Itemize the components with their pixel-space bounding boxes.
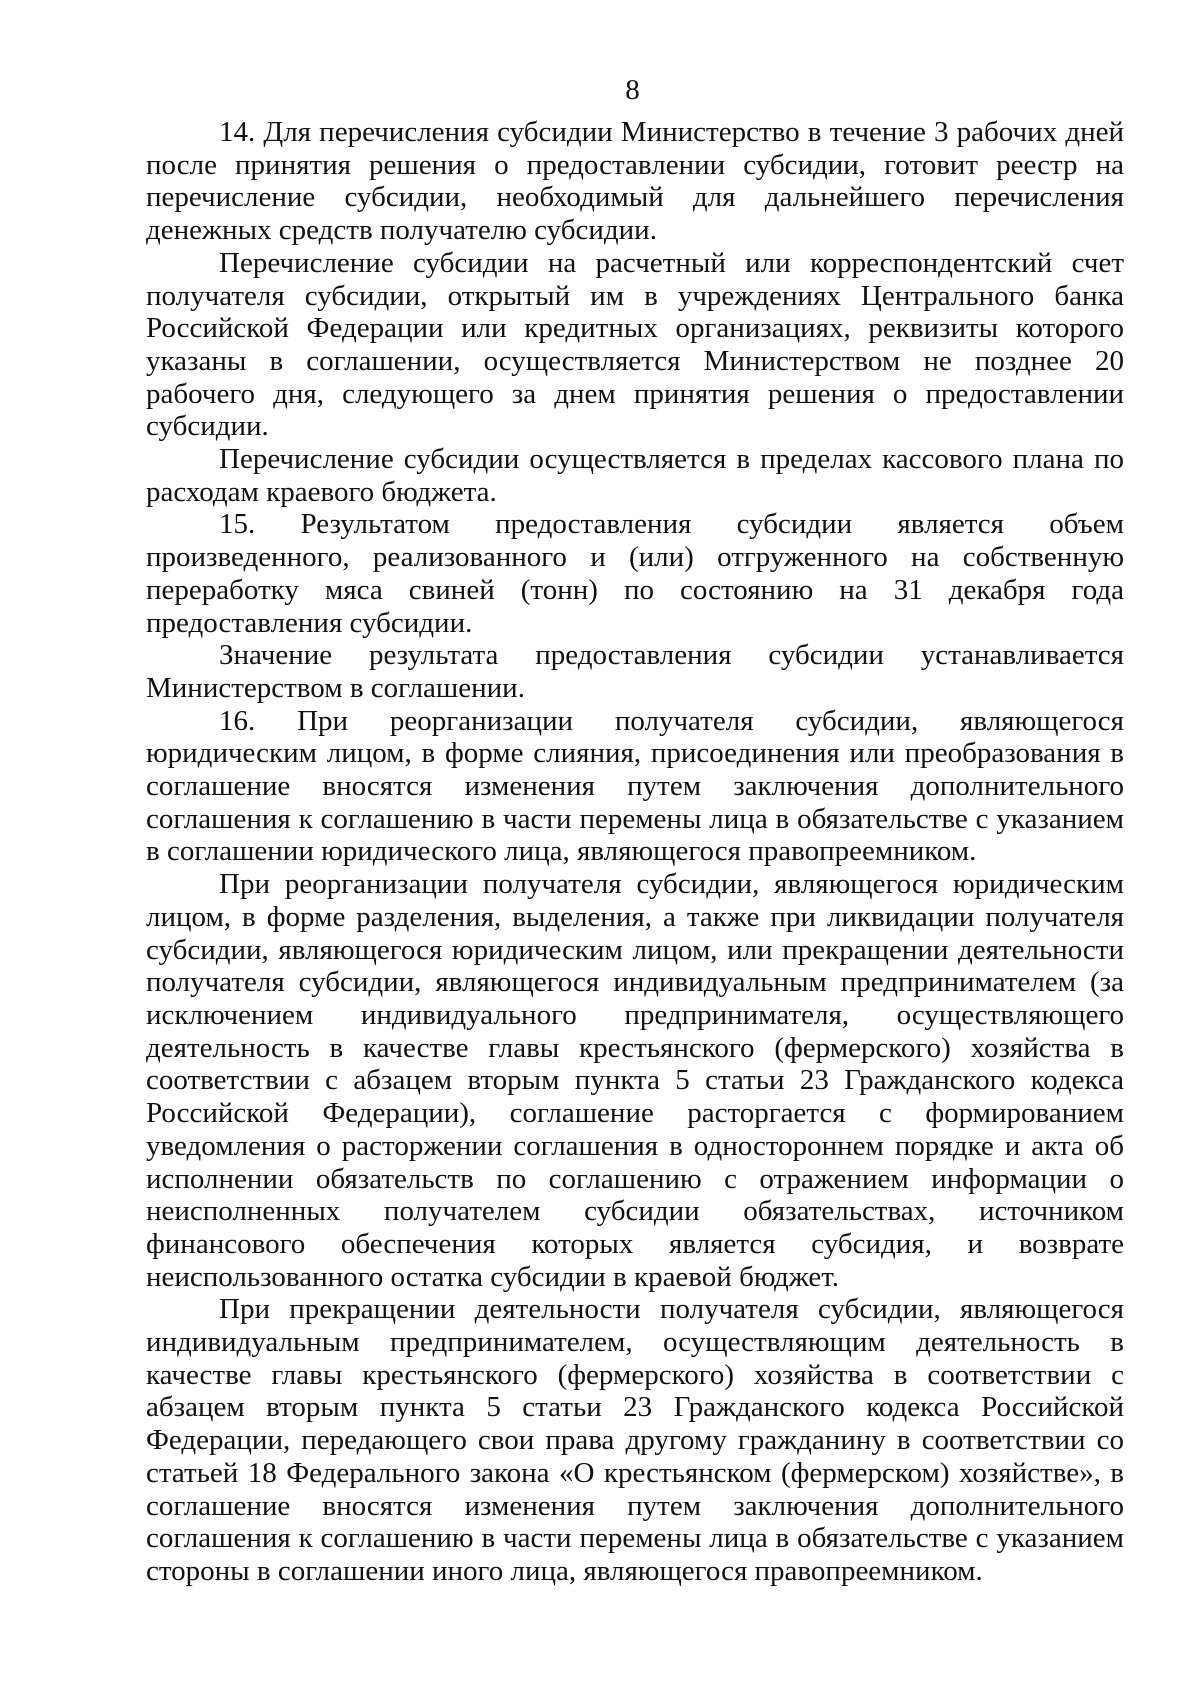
document-body <box>146 116 1124 1588</box>
paragraph-14-transfer-registry: 14. Для перечисления субсидии Министерство в течение 3 рабочих дней после принятия решения о предоставлении субсидии, готовит реестр на перечисление субсидии, необходимый для дальнейшего перечисления денежных средств получателю субсидии. <box>146 116 1124 247</box>
paragraph-16-reorganization-merger: 16. При реорганизации получателя субсидии, являющегося юридическим лицом, в форме слияния, присоединения или преобразования в соглашение вносятся изменения путем заключения дополнительного соглашения к соглашению в части перемены лица в обязательстве с указанием в соглашении юридического лица, являющегося правопреемником. <box>146 704 1124 868</box>
paragraph-result-value: Значение результата предоставления субсидии устанавливается Министерством в соглашении. <box>146 639 1124 704</box>
paragraph-cash-plan: Перечисление субсидии осуществляется в пределах кассового плана по расходам краевого бюджета. <box>146 443 1124 508</box>
paragraph-reorganization-division: При реорганизации получателя субсидии, являющегося юридическим лицом, в форме разделения, выделения, а также при ликвидации получателя субсидии, являющегося юридическим лицом, или прекращении деятельности получателя субсидии, являющегося индивидуальным предпринимателем (за исключением индивидуального предпринимателя, осуществляющего деятельность в качестве главы крестьянского (фермерского) хозяйства в соответствии с абзацем вторым пункта 5 статьи 23 Гражданского кодекса Российской Федерации), соглашение расторгается с формированием уведомления о расторжении соглашения в одностороннем порядке и акта об исполнении обязательств по соглашению с отражением информации о неисполненных получателем субсидии обязательствах, источником финансового обеспечения которых является субсидия, и возврате неиспользованного остатка субсидии в краевой бюджет. <box>146 868 1124 1293</box>
paragraph-transfer-account: Перечисление субсидии на расчетный или корреспондентский счет получателя субсидии, открытый им в учреждениях Центрального банка Российской Федерации или кредитных организациях, реквизиты которого указаны в соглашении, осуществляется Министерством не позднее 20 рабочего дня, следующего за днем принятия решения о предоставлении субсидии. <box>146 246 1124 443</box>
paragraph-15-result: 15. Результатом предоставления субсидии является объем произведенного, реализованного и (или) отгруженного на собственную переработку мяса свиней (тонн) по состоянию на 31 декабря года предоставления субсидии. <box>146 508 1124 639</box>
paragraph-farm-succession: При прекращении деятельности получателя субсидии, являющегося индивидуальным предпринимателем, осуществляющим деятельность в качестве главы крестьянского (фермерского) хозяйства в соответствии с абзацем вторым пункта 5 статьи 23 Гражданского кодекса Российской Федерации, передающего свои права другому гражданину в соответствии со статьей 18 Федерального закона «О крестьянском (фермерском) хозяйстве», в соглашение вносятся изменения путем заключения дополнительного соглашения к соглашению в части перемены лица в обязательстве с указанием стороны в соглашении иного лица, являющегося правопреемником. <box>146 1293 1124 1587</box>
page-number: 8 <box>625 74 640 106</box>
